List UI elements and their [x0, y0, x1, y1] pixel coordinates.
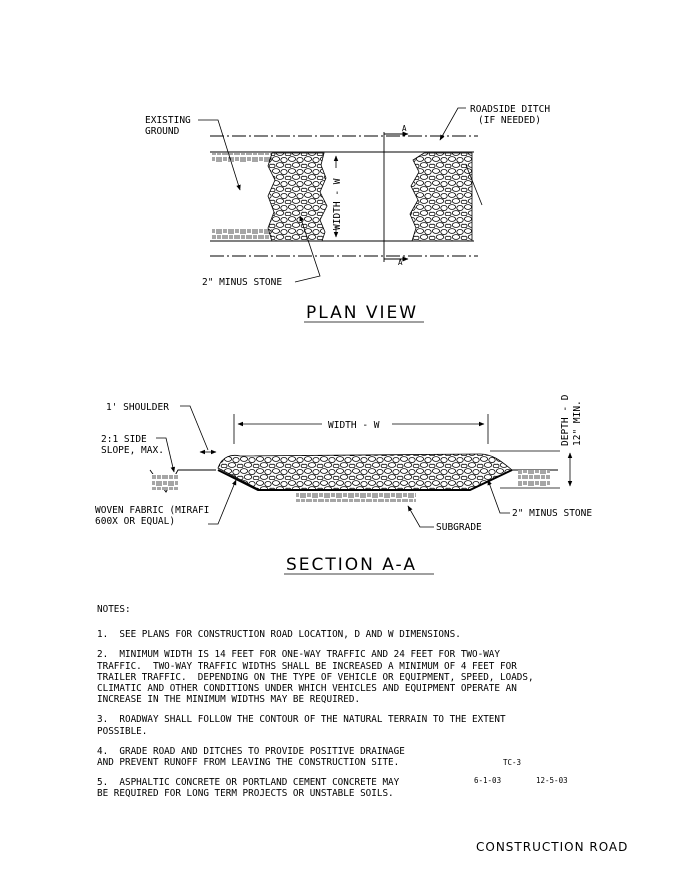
drawing-title: CONSTRUCTION ROAD — [476, 840, 629, 854]
note-3: 3. ROADWAY SHALL FOLLOW THE CONTOUR OF THE NATURAL TERRAIN TO THE EXTENT POSSIBLE. — [97, 714, 506, 737]
section-width-label: WIDTH - W — [328, 420, 380, 431]
plan-view-title: PLAN VIEW — [306, 303, 419, 323]
roadside-ditch-label-1: ROADSIDE DITCH — [470, 104, 551, 115]
depth-label-2: 12" MIN. — [572, 400, 583, 446]
section-stone-label: 2" MINUS STONE — [512, 508, 593, 519]
plan-view — [145, 104, 550, 323]
fabric-label-2: 600X OR EQUAL) — [95, 516, 176, 527]
section-title: SECTION A-A — [286, 555, 417, 575]
note-1: 1. SEE PLANS FOR CONSTRUCTION ROAD LOCATION, D AND W DIMENSIONS. — [97, 629, 461, 641]
note-2: 2. MINIMUM WIDTH IS 14 FEET FOR ONE-WAY TRAFFIC AND 24 FEET FOR TWO-WAY TRAFFIC. TWO-WAY TRAFFIC WIDTHS SHALL BE INCREASED A MINIMUM OF 4 FEET FOR TRAILER TRAFFIC. DEPENDING ON THE TYPE OF VEHICLE OR EQUIPMENT, SPEED, LOADS, CLIMATIC AND OTHER CONDITIONS UNDER WHICH VEHICLES AND EQUIPMENT OPERATE AN INCREASE IN THE MINIMUM WIDTHS MAY BE REQUIRED. — [97, 649, 534, 706]
drawing-date-2: 12-5-03 — [536, 776, 568, 785]
existing-ground-label-1: EXISTING — [145, 115, 191, 126]
fabric-label-1: WOVEN FABRIC (MIRAFI — [95, 505, 210, 516]
plan-stone-label: 2" MINUS STONE — [202, 277, 283, 288]
notes-header: NOTES: — [97, 604, 131, 615]
shoulder-label: 1' SHOULDER — [106, 402, 169, 413]
existing-ground-label-2: GROUND — [145, 126, 180, 137]
stone-section — [218, 454, 512, 490]
drawing-date-1: 6-1-03 — [474, 776, 502, 785]
section-marker-top: A — [402, 124, 407, 133]
drawing-code: TC-3 — [503, 758, 522, 767]
note-5: 5. ASPHALTIC CONCRETE OR PORTLAND CEMENT CONCRETE MAY BE REQUIRED FOR LONG TERM PROJECTS OR UNSTABLE SOILS. — [97, 777, 400, 800]
roadside-ditch-label-2: (IF NEEDED) — [478, 115, 541, 126]
depth-label-1: DEPTH - D — [560, 394, 571, 446]
section-view — [95, 394, 592, 575]
plan-width-label: WIDTH - W — [332, 178, 343, 230]
note-4: 4. GRADE ROAD AND DITCHES TO PROVIDE POSITIVE DRAINAGE AND PREVENT RUNOFF FROM LEAVING THE CONSTRUCTION SITE. — [97, 745, 405, 769]
stone-band-right — [410, 153, 472, 241]
subgrade-hatch — [296, 492, 416, 502]
section-marker-bottom: A — [398, 258, 403, 267]
ground-hatch-top — [212, 153, 272, 163]
ground-hatch-bottom — [212, 229, 272, 240]
stone-band-left — [268, 153, 327, 241]
side-slope-label-1: 2:1 SIDE — [101, 434, 147, 445]
side-slope-label-2: SLOPE, MAX. — [101, 445, 164, 456]
subgrade-label: SUBGRADE — [436, 522, 482, 533]
